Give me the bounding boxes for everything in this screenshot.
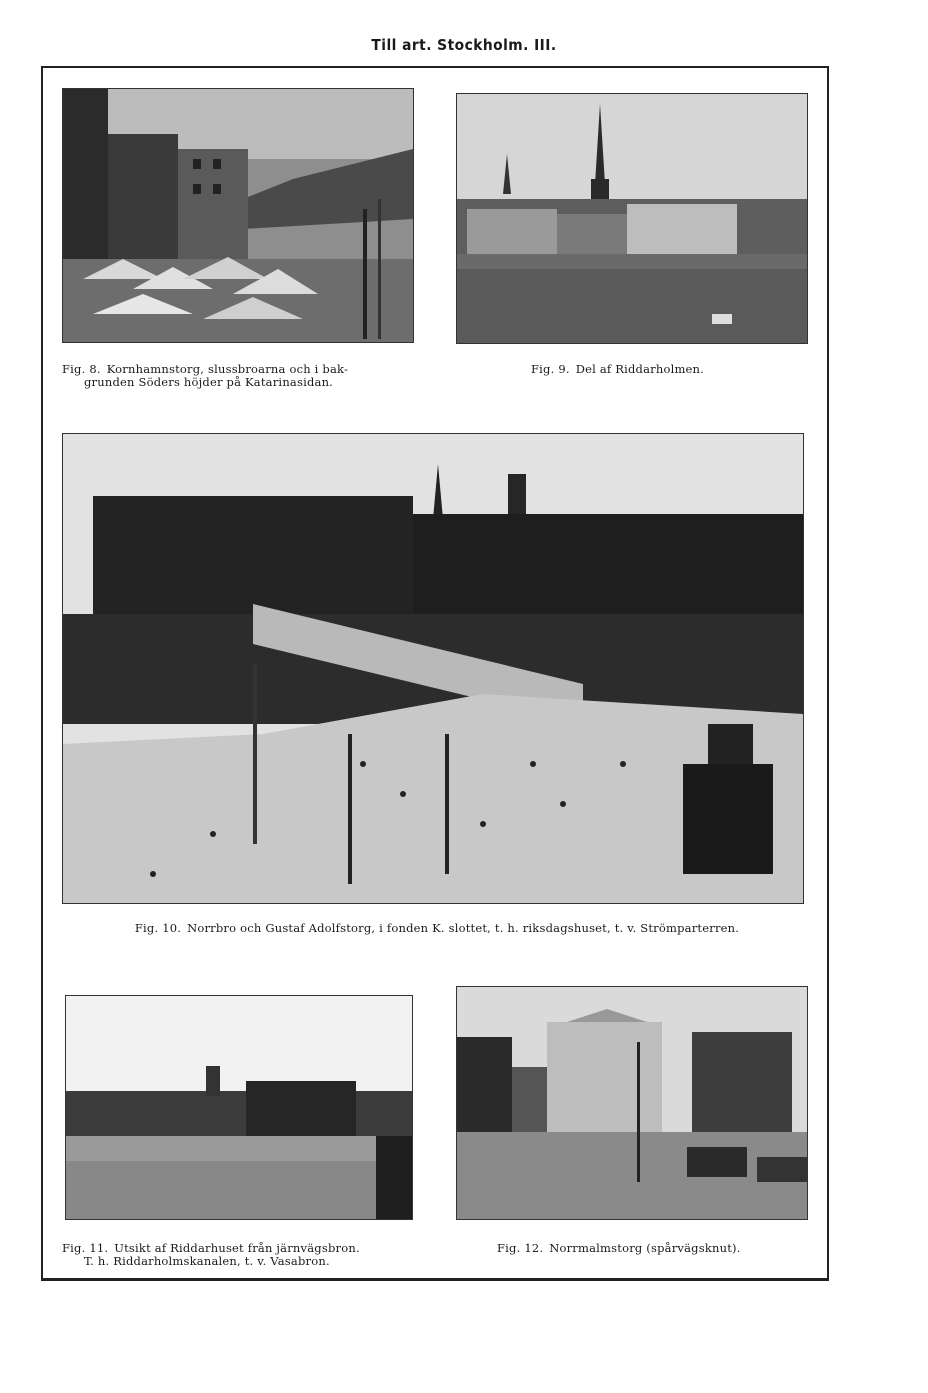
figure-11-caption-line1: Utsikt af Riddarhuset från järnvägsbron. bbox=[114, 1241, 360, 1255]
figure-9-caption bbox=[531, 363, 791, 376]
figure-8-caption-line1: Kornhamnstorg, slussbroarna och i bak- bbox=[106, 362, 349, 376]
figure-12-caption-line1: Norrmalmstorg (spårvägsknut). bbox=[549, 1241, 741, 1255]
figure-12-label: Fig. 12. bbox=[497, 1241, 544, 1255]
page-title: Till art. Stockholm. III. bbox=[371, 36, 557, 54]
figure-10-caption bbox=[62, 922, 812, 935]
figure-11-photo bbox=[65, 995, 413, 1220]
figure-9-label: Fig. 9. bbox=[531, 362, 570, 376]
figure-11-label: Fig. 11. bbox=[62, 1241, 109, 1255]
figure-8-caption-line2: grunden Söders höjder på Katarinasidan. bbox=[84, 375, 334, 389]
figure-11-caption-line2: T. h. Riddarholmskanalen, t. v. Vasabron. bbox=[84, 1254, 330, 1268]
figure-12-photo bbox=[456, 986, 808, 1220]
figure-8-label: Fig. 8. bbox=[62, 362, 101, 376]
figure-9-caption-line1: Del af Riddarholmen. bbox=[575, 362, 705, 376]
figure-10-caption-line1: Norrbro och Gustaf Adolfstorg, i fonden K. slottet, t. h. riksdagshuset, t. v. Strömparterren. bbox=[187, 921, 740, 935]
figure-10-photo bbox=[62, 433, 804, 904]
figure-8-photo bbox=[62, 88, 414, 343]
figure-11-caption bbox=[62, 1242, 432, 1268]
figure-8-caption bbox=[62, 363, 422, 389]
figure-12-caption bbox=[497, 1242, 787, 1255]
figure-9-photo bbox=[456, 93, 808, 344]
figure-10-label: Fig. 10. bbox=[134, 921, 182, 935]
